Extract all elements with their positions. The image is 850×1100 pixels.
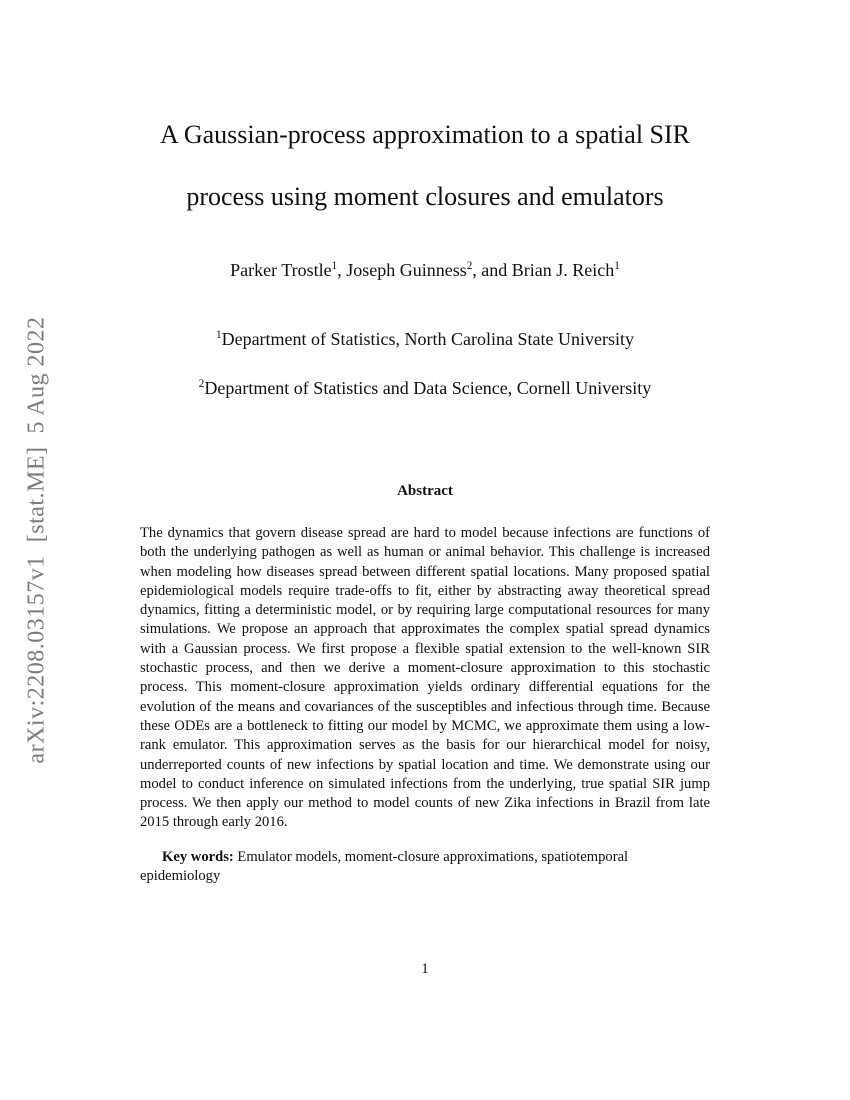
author-affiliation-mark: 2	[466, 260, 473, 272]
author-name: Joseph Guinness$^2$, and	[346, 260, 512, 280]
author-name: Parker Trostle$^1$,	[230, 260, 347, 280]
affiliation-mark: 1	[216, 329, 222, 341]
keywords-label: Key words:	[162, 849, 234, 865]
keywords-paragraph	[140, 848, 710, 887]
author-separator: , and	[472, 260, 512, 280]
author-affiliation-mark: 1	[614, 260, 620, 272]
keywords-text: Emulator models, moment-closure approximations, spatiotemporal epidemiology	[140, 849, 629, 885]
title-line-1: A Gaussian-process approximation to a spatial SIR	[159, 120, 691, 149]
author-separator: ,	[337, 260, 347, 280]
abstract-heading: Abstract	[397, 483, 453, 499]
affiliation-mark: 2	[198, 378, 205, 390]
affiliation-text: Department of Statistics, North Carolina State University	[221, 329, 634, 349]
title-line-2: process using moment closures and emulators	[186, 182, 664, 211]
affiliation-line-1	[0, 329, 850, 350]
affiliation-line-2	[0, 378, 850, 399]
paper-title	[0, 104, 850, 228]
author-name: Brian J. Reich$^1$	[511, 260, 620, 280]
abstract-text: The dynamics that govern disease spread are hard to model because infections are functions of both the underlying pathogen as well as human or animal behavior. This challenge is increased when modeling how diseases spread between different spatial locations. Many proposed spatial epidemiological models require trade-offs to fit, either by abstracting away theoretical spread dynamics, fitting a deterministic model, or by requiring large computational resources for many simulations. We propose an approach that approximates the complex spatial spread dynamics with a Gaussian process. We first propose a flexible spatial extension to the well-known SIR stochastic process, and then we derive a moment-closure approximation to this stochastic process. This moment-closure approximation yields ordinary differential equations for the evolution of the means and covariances of the susceptibles and infectious through time. Because these ODEs are a bottleneck to fitting our model by MCMC, we approximate them using a low-rank emulator. This approximation serves as the basis for our hierarchical model for noisy, underreported counts of new infections by spatial location and time. We demonstrate using our model to conduct inference on simulated infections from the underlying, true spatial SIR jump process. We then apply our method to model counts of new Zika infections in Brazil from late 2015 through early 2016.	[140, 525, 710, 831]
author-affiliation-mark: 1	[331, 260, 338, 272]
page-number: 1	[421, 961, 429, 977]
author-line	[0, 260, 850, 281]
arxiv-watermark: arXiv:2208.03157v1 [stat.ME] 5 Aug 2022	[23, 316, 50, 764]
affiliation-text: Department of Statistics and Data Science, Cornell University	[204, 378, 652, 398]
